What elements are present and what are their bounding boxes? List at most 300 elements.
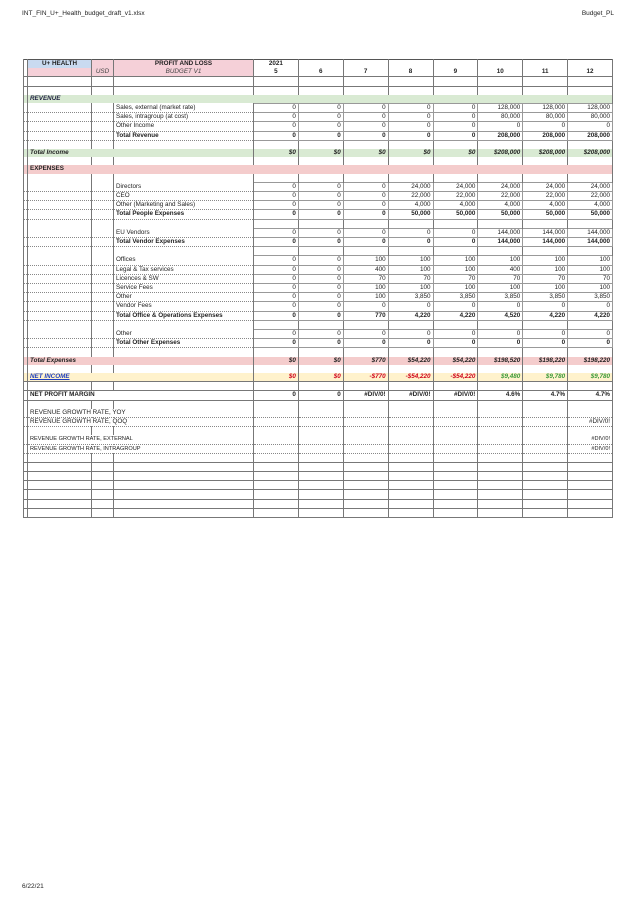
empty-cell	[433, 365, 478, 373]
empty-cell	[28, 157, 92, 165]
value-cell: $208,000	[568, 149, 613, 157]
value-cell: $0	[254, 149, 299, 157]
month-header: 7	[343, 68, 388, 77]
table-row	[24, 293, 613, 302]
empty-cell	[298, 157, 343, 165]
value-cell: 144,000	[523, 237, 568, 246]
spacer-row	[24, 481, 613, 490]
empty-cell	[433, 247, 478, 256]
empty-cell	[92, 427, 114, 436]
empty-cell	[568, 365, 613, 373]
empty-cell	[92, 247, 114, 256]
value-cell: 0	[343, 113, 388, 122]
table-row	[24, 122, 613, 131]
empty-cell	[388, 508, 433, 517]
empty-cell	[298, 365, 343, 373]
empty-cell	[523, 472, 568, 481]
empty-cell	[343, 60, 388, 69]
value-cell: 22,000	[388, 191, 433, 200]
value-cell: 0	[388, 329, 433, 338]
month-header: 12	[568, 68, 613, 77]
empty-cell	[114, 219, 254, 228]
value-cell: 4,000	[388, 201, 433, 210]
value-cell: 770	[343, 311, 388, 320]
value-cell: 100	[478, 256, 523, 265]
empty-cell	[298, 427, 343, 436]
total-income-row	[24, 149, 613, 157]
empty-cell	[254, 348, 299, 357]
empty-cell	[523, 174, 568, 183]
empty-cell	[92, 201, 114, 210]
value-cell: 0	[254, 274, 299, 283]
empty-cell	[433, 157, 478, 165]
empty-cell	[523, 481, 568, 490]
value-cell: 4,520	[478, 311, 523, 320]
table-row	[24, 237, 613, 246]
value-cell: 4,000	[433, 201, 478, 210]
empty-cell	[28, 256, 92, 265]
empty-cell	[523, 462, 568, 471]
value-cell	[478, 409, 523, 418]
value-cell: $198,220	[523, 357, 568, 365]
empty-cell	[568, 453, 613, 462]
value-cell	[298, 417, 343, 426]
spacer-row	[24, 219, 613, 228]
empty-cell	[28, 427, 92, 436]
table-row	[24, 274, 613, 283]
footer-date: 6/22/21	[22, 883, 44, 890]
empty-cell	[114, 365, 254, 373]
empty-cell	[433, 462, 478, 471]
value-cell	[433, 409, 478, 418]
empty-cell	[433, 481, 478, 490]
value-cell	[388, 435, 433, 444]
empty-cell	[28, 182, 92, 191]
empty-cell	[298, 490, 343, 499]
empty-cell	[343, 490, 388, 499]
empty-cell	[114, 157, 254, 165]
empty-cell	[28, 237, 92, 246]
empty-cell	[28, 320, 92, 329]
empty-cell	[28, 86, 92, 95]
spacer-row	[24, 174, 613, 183]
table-row	[24, 311, 613, 320]
value-cell: 0	[388, 228, 433, 237]
empty-cell	[298, 174, 343, 183]
value-cell: 0	[343, 339, 388, 348]
spacer-row	[24, 472, 613, 481]
currency-label: USD	[92, 68, 114, 77]
empty-cell	[343, 247, 388, 256]
empty-cell	[114, 77, 254, 86]
value-cell: 0	[298, 256, 343, 265]
empty-cell	[114, 400, 254, 409]
spacer-row	[24, 499, 613, 508]
value-cell: 100	[478, 283, 523, 292]
value-cell: 100	[343, 293, 388, 302]
empty-cell	[523, 348, 568, 357]
value-cell: #DIV/0!	[568, 417, 613, 426]
value-cell: $0	[298, 357, 343, 365]
value-cell: 22,000	[523, 191, 568, 200]
spacer-row	[24, 247, 613, 256]
value-cell: 144,000	[523, 228, 568, 237]
spacer-row	[24, 508, 613, 517]
value-cell: 0	[298, 237, 343, 246]
empty-cell	[114, 472, 254, 481]
value-cell: 208,000	[568, 131, 613, 140]
empty-cell	[343, 508, 388, 517]
empty-cell	[92, 453, 114, 462]
value-cell: $0	[433, 149, 478, 157]
report-title: PROFIT AND LOSS	[114, 60, 254, 69]
value-cell: 100	[523, 283, 568, 292]
value-cell: 0	[298, 113, 343, 122]
value-cell: 0	[254, 265, 299, 274]
value-cell: $9,780	[523, 373, 568, 382]
empty-cell	[343, 427, 388, 436]
empty-cell	[298, 320, 343, 329]
empty-cell	[92, 311, 114, 320]
empty-cell	[478, 499, 523, 508]
value-cell: 0	[568, 329, 613, 338]
empty-cell	[28, 113, 92, 122]
value-cell	[523, 409, 568, 418]
value-cell: #DIV/0!	[388, 391, 433, 400]
empty-cell	[28, 490, 92, 499]
empty-cell	[388, 400, 433, 409]
empty-cell	[114, 499, 254, 508]
empty-cell	[478, 365, 523, 373]
empty-cell	[568, 140, 613, 149]
table-row	[24, 103, 613, 112]
value-cell: 3,850	[433, 293, 478, 302]
value-cell: 0	[298, 302, 343, 311]
value-cell	[433, 435, 478, 444]
empty-cell	[114, 320, 254, 329]
value-cell: 0	[523, 302, 568, 311]
empty-cell	[92, 382, 114, 391]
value-cell	[254, 444, 299, 453]
empty-cell	[254, 365, 299, 373]
empty-cell	[114, 490, 254, 499]
value-cell: 0	[254, 103, 299, 112]
empty-cell	[343, 462, 388, 471]
value-cell: #DIV/0!	[343, 391, 388, 400]
empty-cell	[433, 86, 478, 95]
value-cell: 0	[254, 201, 299, 210]
empty-cell	[478, 481, 523, 490]
value-cell: 400	[343, 265, 388, 274]
value-cell: $0	[298, 149, 343, 157]
empty-cell	[523, 453, 568, 462]
empty-cell	[478, 140, 523, 149]
value-cell: -$770	[343, 373, 388, 382]
empty-cell	[114, 140, 254, 149]
empty-cell	[523, 490, 568, 499]
empty-cell	[254, 382, 299, 391]
spacer-row	[24, 157, 613, 165]
value-cell: 0	[254, 182, 299, 191]
empty-cell	[298, 508, 343, 517]
value-cell: 0	[254, 311, 299, 320]
value-cell: 24,000	[568, 182, 613, 191]
net-profit-margin-label: NET PROFIT MARGIN	[28, 391, 254, 400]
empty-cell	[92, 237, 114, 246]
empty-cell	[92, 462, 114, 471]
expenses-section-row	[24, 165, 613, 173]
value-cell: 70	[568, 274, 613, 283]
value-cell: $198,520	[478, 357, 523, 365]
value-cell: #DIV/0!	[568, 444, 613, 453]
value-cell: 0	[433, 228, 478, 237]
spacer-row	[24, 348, 613, 357]
empty-cell	[92, 302, 114, 311]
value-cell: $9,780	[568, 373, 613, 382]
empty-cell	[92, 210, 114, 219]
net-profit-margin-row	[24, 391, 613, 400]
empty-cell	[433, 472, 478, 481]
empty-cell	[478, 174, 523, 183]
value-cell: 3,850	[523, 293, 568, 302]
value-cell: 0	[388, 113, 433, 122]
value-cell: 0	[568, 302, 613, 311]
value-cell: 80,000	[478, 113, 523, 122]
value-cell: 0	[433, 103, 478, 112]
empty-cell	[28, 174, 92, 183]
empty-cell	[92, 182, 114, 191]
empty-cell	[254, 174, 299, 183]
empty-cell	[478, 157, 523, 165]
empty-cell	[254, 499, 299, 508]
value-cell: 0	[254, 391, 299, 400]
value-cell: 0	[254, 302, 299, 311]
empty-cell	[92, 174, 114, 183]
sheet-name: Budget_PL	[581, 10, 614, 17]
table-row	[24, 265, 613, 274]
expenses-section-label: EXPENSES	[28, 165, 613, 173]
empty-cell	[254, 140, 299, 149]
row-label: Vendor Fees	[114, 302, 254, 311]
empty-cell	[28, 201, 92, 210]
value-cell	[388, 417, 433, 426]
empty-cell	[114, 382, 254, 391]
empty-cell	[254, 472, 299, 481]
value-cell: 100	[523, 256, 568, 265]
empty-cell	[433, 219, 478, 228]
value-cell: #DIV/0!	[568, 435, 613, 444]
value-cell: 70	[343, 274, 388, 283]
empty-cell	[28, 274, 92, 283]
empty-cell	[343, 320, 388, 329]
growth-label: REVENUE GROWTH RATE, INTRAGROUP	[28, 444, 254, 453]
value-cell	[254, 435, 299, 444]
empty-cell	[568, 427, 613, 436]
empty-cell	[254, 427, 299, 436]
empty-cell	[433, 490, 478, 499]
value-cell: 100	[388, 283, 433, 292]
empty-cell	[478, 453, 523, 462]
empty-cell	[343, 348, 388, 357]
empty-cell	[114, 348, 254, 357]
value-cell: 100	[523, 265, 568, 274]
empty-cell	[298, 400, 343, 409]
empty-cell	[254, 400, 299, 409]
value-cell: 80,000	[523, 113, 568, 122]
value-cell: $198,220	[568, 357, 613, 365]
value-cell: 0	[343, 210, 388, 219]
value-cell: $0	[343, 149, 388, 157]
value-cell: 0	[388, 131, 433, 140]
empty-cell	[568, 320, 613, 329]
value-cell	[298, 409, 343, 418]
empty-cell	[28, 329, 92, 338]
total-expenses-label: Total Expenses	[28, 357, 254, 365]
empty-cell	[568, 472, 613, 481]
empty-cell	[28, 122, 92, 131]
empty-cell	[433, 400, 478, 409]
title-row	[24, 60, 613, 69]
growth-row	[24, 409, 613, 418]
value-cell: 0	[433, 122, 478, 131]
value-cell: 0	[298, 103, 343, 112]
spacer-row	[24, 453, 613, 462]
row-label: Service Fees	[114, 283, 254, 292]
empty-cell	[114, 247, 254, 256]
empty-cell	[114, 453, 254, 462]
spacer-row	[24, 462, 613, 471]
value-cell: $54,220	[388, 357, 433, 365]
empty-cell	[28, 283, 92, 292]
month-header: 6	[298, 68, 343, 77]
empty-cell	[28, 348, 92, 357]
value-cell: #DIV/0!	[433, 391, 478, 400]
empty-cell	[92, 481, 114, 490]
row-label: Legal & Tax services	[114, 265, 254, 274]
value-cell: 0	[298, 329, 343, 338]
empty-cell	[298, 140, 343, 149]
empty-cell	[254, 490, 299, 499]
value-cell: 128,000	[568, 103, 613, 112]
value-cell: 0	[388, 302, 433, 311]
value-cell: 0	[568, 339, 613, 348]
empty-cell	[478, 382, 523, 391]
value-cell: 4.7%	[568, 391, 613, 400]
row-label: EU Vendors	[114, 228, 254, 237]
growth-row	[24, 435, 613, 444]
value-cell: 0	[298, 283, 343, 292]
empty-cell	[92, 103, 114, 112]
empty-cell	[343, 365, 388, 373]
empty-cell	[388, 247, 433, 256]
empty-cell	[114, 462, 254, 471]
empty-cell	[298, 453, 343, 462]
row-label: Total Office & Operations Expenses	[114, 311, 254, 320]
empty-cell	[28, 210, 92, 219]
value-cell: $0	[254, 373, 299, 382]
value-cell: 400	[478, 265, 523, 274]
value-cell: $0	[298, 373, 343, 382]
table-row	[24, 113, 613, 122]
empty-cell	[343, 400, 388, 409]
empty-cell	[114, 508, 254, 517]
value-cell	[433, 444, 478, 453]
value-cell: 24,000	[388, 182, 433, 191]
value-cell: $208,000	[523, 149, 568, 157]
empty-cell	[28, 462, 92, 471]
empty-cell	[92, 265, 114, 274]
empty-cell	[568, 382, 613, 391]
empty-cell	[28, 247, 92, 256]
empty-cell	[92, 283, 114, 292]
empty-cell	[478, 462, 523, 471]
value-cell: 4.6%	[478, 391, 523, 400]
empty-cell	[433, 427, 478, 436]
table-row	[24, 182, 613, 191]
value-cell: 0	[433, 329, 478, 338]
empty-cell	[388, 453, 433, 462]
year-label: 2021	[254, 60, 299, 69]
table-row	[24, 329, 613, 338]
growth-label: REVENUE GROWTH RATE, EXTERNAL	[28, 435, 254, 444]
empty-cell	[92, 60, 114, 69]
empty-cell	[478, 77, 523, 86]
empty-cell	[433, 508, 478, 517]
empty-cell	[114, 427, 254, 436]
empty-cell	[28, 339, 92, 348]
value-cell	[523, 435, 568, 444]
value-cell	[478, 417, 523, 426]
empty-cell	[92, 329, 114, 338]
empty-cell	[254, 77, 299, 86]
empty-cell	[298, 382, 343, 391]
month-header: 10	[478, 68, 523, 77]
empty-cell	[523, 140, 568, 149]
empty-cell	[388, 219, 433, 228]
empty-cell	[28, 311, 92, 320]
empty-cell	[523, 77, 568, 86]
empty-cell	[92, 86, 114, 95]
table-row	[24, 339, 613, 348]
value-cell: 4,220	[568, 311, 613, 320]
value-cell	[433, 417, 478, 426]
value-cell	[343, 409, 388, 418]
growth-label: REVENUE GROWTH RATE, QOQ	[28, 417, 254, 426]
value-cell: 100	[343, 256, 388, 265]
value-cell: 0	[388, 237, 433, 246]
value-cell: 0	[343, 103, 388, 112]
empty-cell	[388, 481, 433, 490]
net-income-label: NET INCOME	[28, 373, 254, 382]
empty-cell	[343, 86, 388, 95]
empty-cell	[92, 508, 114, 517]
empty-cell	[568, 247, 613, 256]
empty-cell	[92, 122, 114, 131]
profit-loss-table	[23, 59, 613, 518]
value-cell: 0	[298, 131, 343, 140]
empty-cell	[28, 453, 92, 462]
empty-cell	[92, 348, 114, 357]
empty-cell	[343, 77, 388, 86]
empty-cell	[298, 77, 343, 86]
value-cell	[343, 417, 388, 426]
value-cell: 0	[433, 131, 478, 140]
empty-cell	[568, 348, 613, 357]
empty-cell	[92, 228, 114, 237]
empty-cell	[28, 382, 92, 391]
table-row	[24, 256, 613, 265]
empty-cell	[28, 131, 92, 140]
